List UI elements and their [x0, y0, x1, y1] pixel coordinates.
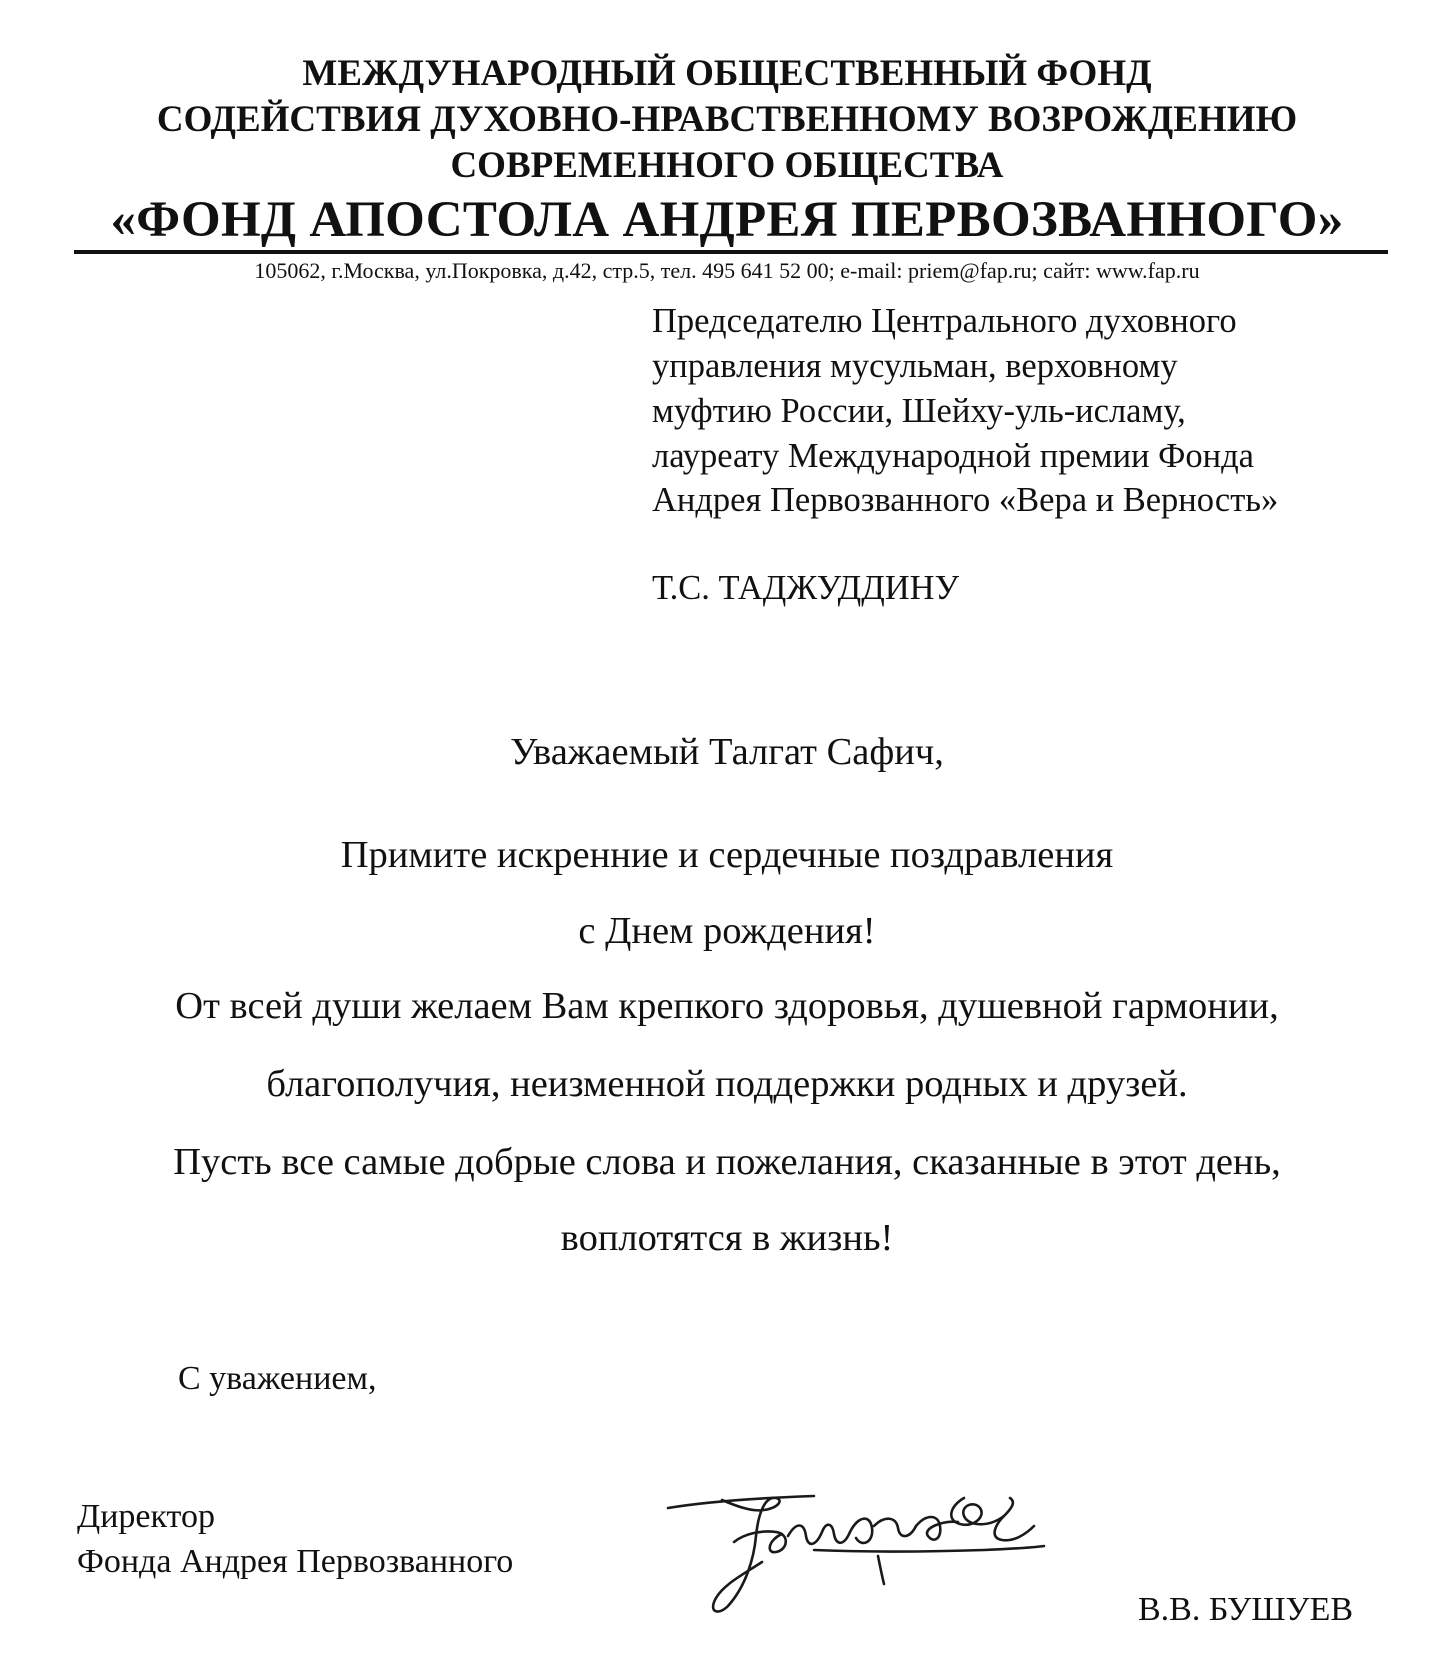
- addressee-line: муфтию России, Шейху-уль-исламу,: [652, 392, 1186, 430]
- body-line: Пусть все самые добрые слова и пожелания, сказанные в этот день,: [173, 1141, 1281, 1183]
- contact-details: 105062, г.Москва, ул.Покровка, д.42, стр.5, тел. 495 641 52 00; e-mail: priem@fap.ru; сайт: www.fap.ru: [254, 258, 1200, 283]
- addressee-name: Т.С. ТАДЖУДДИНУ: [652, 569, 959, 607]
- body-line: воплотятся в жизнь!: [560, 1217, 894, 1259]
- addressee-line: лауреату Международной премии Фонда: [652, 437, 1254, 475]
- addressee-line: Андрея Первозванного «Вера и Верность»: [652, 481, 1279, 519]
- body-line: Примите искренние и сердечные поздравления: [340, 834, 1114, 876]
- org-name-line-3: СОВРЕМЕННОГО ОБЩЕСТВА: [450, 145, 1004, 186]
- foundation-name: «ФОНД АПОСТОЛА АНДРЕЯ ПЕРВОЗВАННОГО»: [110, 192, 1344, 248]
- closing: С уважением,: [178, 1360, 377, 1397]
- signatory-name: В.В. БУШУЕВ: [1138, 1591, 1354, 1628]
- org-name-line-2: СОДЕЙСТВИЯ ДУХОВНО-НРАВСТВЕННОМУ ВОЗРОЖДЕНИЮ: [156, 99, 1298, 140]
- salutation: Уважаемый Талгат Сафич,: [510, 731, 944, 773]
- signatory-organization: Фонда Андрея Первозванного: [77, 1543, 514, 1580]
- addressee-line: управления мусульман, верховному: [652, 347, 1178, 385]
- body-line: От всей души желаем Вам крепкого здоровья, душевной гармонии,: [175, 985, 1279, 1027]
- org-name-line-1: МЕЖДУНАРОДНЫЙ ОБЩЕСТВЕННЫЙ ФОНД: [302, 53, 1152, 94]
- letterhead-divider: [74, 250, 1388, 254]
- addressee-line: Председателю Центрального духовного: [652, 302, 1237, 340]
- body-line: с Днем рождения!: [578, 910, 876, 952]
- signatory-title: Директор: [77, 1498, 215, 1535]
- body-line: благополучия, неизменной поддержки родных и друзей.: [266, 1063, 1188, 1105]
- handwritten-signature: [664, 1486, 1048, 1622]
